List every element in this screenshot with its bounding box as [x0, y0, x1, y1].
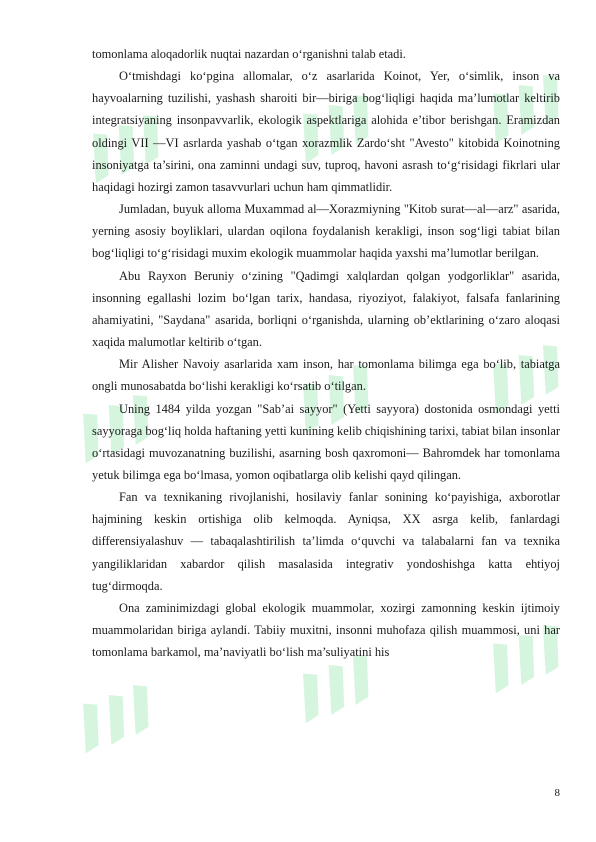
paragraph: Fan va texnikaning rivojlanishi, hosilaviy fanlar sonining ko‘payishiga, axborotlar hajmining keskin ortishiga olib kelmoqda. Ayniqsa, XX asrga kelib, fanlardagi differensiyalashuv — tabaqalashtirilish ta’limda o‘quvchi va talabalarni fan va texnika yangiliklaridan xabardor qilish masalasida integrativ yondoshishga katta ehtiyoj tug‘dirmoqda. [92, 490, 560, 593]
paragraph: Abu Rayxon Beruniy o‘zining "Qadimgi xalqlardan qolgan yodgorliklar" asarida, insonning egallashi lozim bo‘lgan tarix, handasa, riyoziyot, falakiyot, falsafa fanlarining ahamiyatini, "Saydana" asarida, borliqni o‘rganishda, ularning ob’ektlarining o‘zaro aloqasi xaqida malumotlar keltirib o‘tgan. [92, 268, 560, 350]
paragraph-continuation: tomonlama aloqadorlik nuqtai nazardan o‘rganishni talab etadi. [92, 47, 406, 61]
paragraph: Ona zaminimizdagi global ekologik muammolar, xozirgi zamonning keskin ijtimoiy muammolaridan biriga aylandi. Tabiiy muxitni, insonni muhofaza qilish muammosi, uni har tomonlama barkamol, ma’naviyatli bo‘lish ma’suliyatini his [92, 600, 560, 660]
paragraph: Mir Alisher Navoiy asarlarida xam inson, har tomonlama bilimga ega bo‘lib, tabiatga ongli munosabatda bo‘lishi kerakligi ko‘rsatib o‘tilgan. [92, 357, 560, 394]
arrow-logo-icon [60, 665, 168, 769]
paragraph: Uning 1484 yilda yozgan "Sab’ai sayyor" (Yetti sayyora) dostonida osmondagi yetti sayyoraga bog‘liq holda haftaning yetti kunining kelib chiqishining tarixi, tabiat bilan insonlar o‘rtasidagi muvozanatning buzilishi, asarning bosh qaxromoni— Bahromdek har tomonlama yetuk bilimga ega bo‘lmasa, yomon oqibatlarga olib kelishi qayd qilingan. [92, 401, 560, 482]
document-body [92, 43, 560, 663]
paragraph: O‘tmishdagi ko‘pgina allomalar, o‘z asarlarida Koinot, Yer, o‘simlik, inson va hayvoalarning tuzilishi, yashash sharoiti bir—biriga bog‘liqligi haqida ma’lumotlar keltirib integratsiyaning insonpavvarlik, ekologik aspektlariga alohida e’tibor berishgan. Eramizdan oldingi VII —VI asrlarda yashab o‘tgan xorazmlik Zardo‘sht "Avesto" kitobida Koinotning insoniyatga ta’sirini, ona zaminni undagi suv, tuproq, havoni asrash to‘g‘risidagi fikrlari ular haqidagi hozirgi zamon tasavvurlari uchun ham qimmatlidir. [92, 69, 560, 194]
page-number: 8 [554, 787, 560, 799]
paragraph: Jumladan, buyuk alloma Muxammad al—Xorazmiyning "Kitob surat—al—arz" asarida, yerning asosiy boyliklari, ulardan oqilona foydalanish kerakligi, inson sog‘ligi tabiat bilan bog‘liqligi to‘g‘risidagi muxim ekologik muammolar haqida yaxshi ma’lumotlar berilgan. [92, 202, 560, 261]
